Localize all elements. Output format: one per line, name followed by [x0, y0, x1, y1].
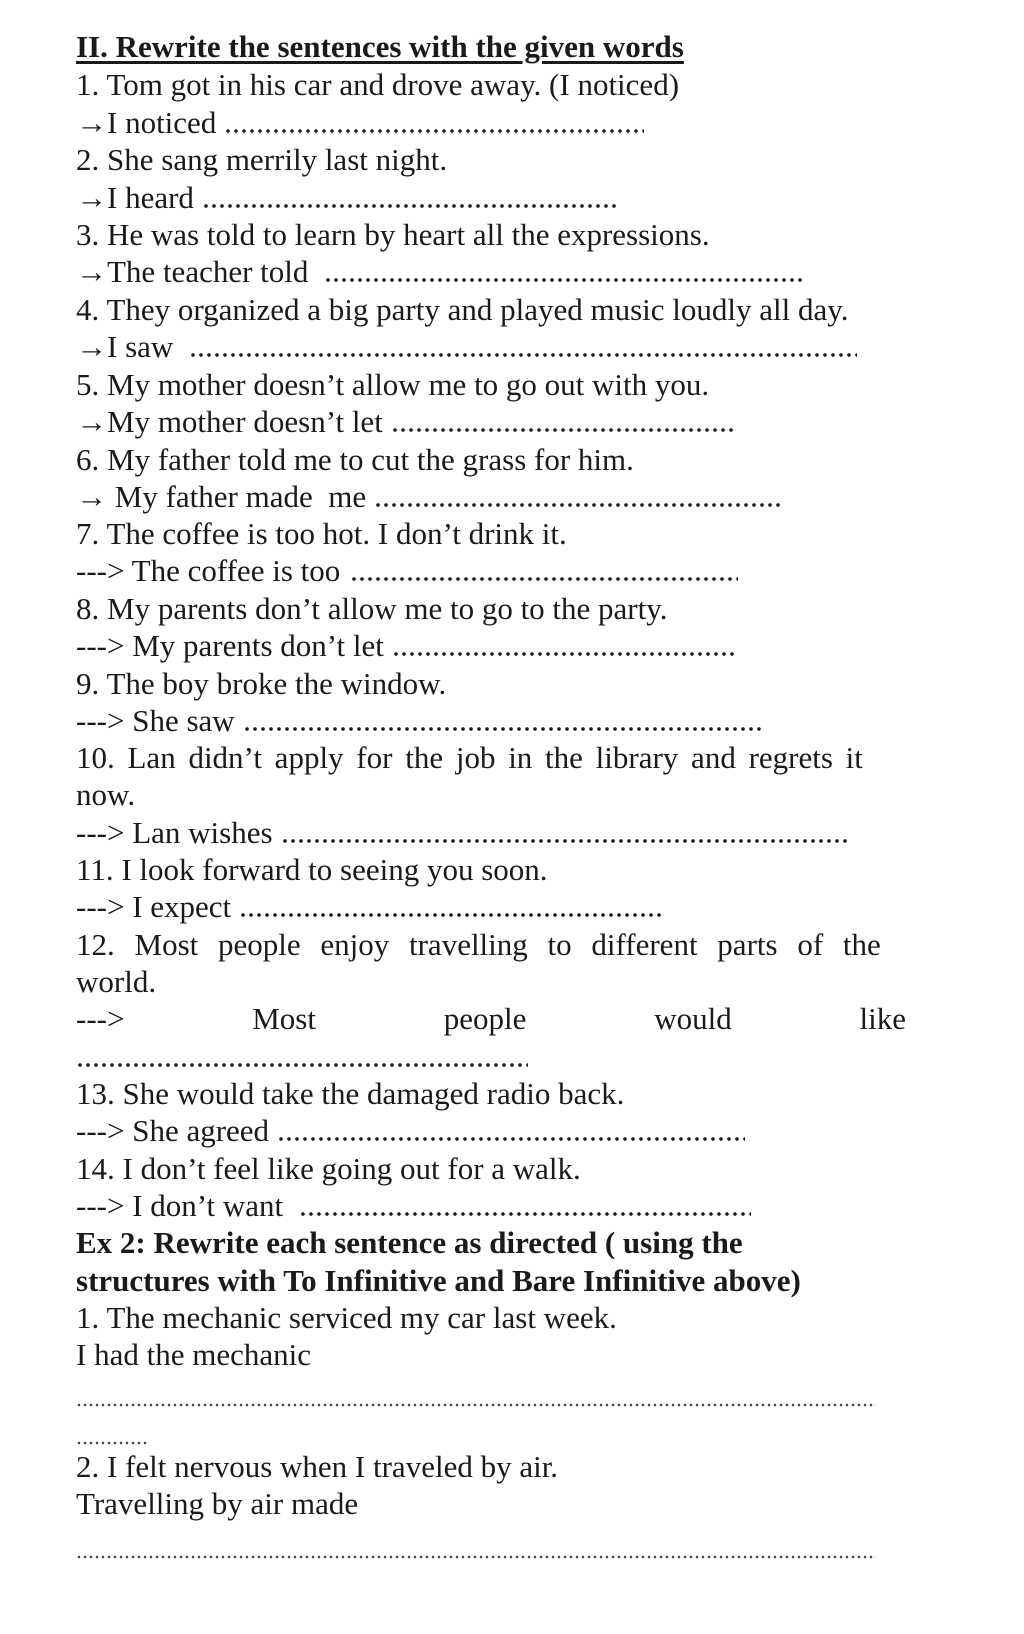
- question-13: 13. She would take the damaged radio back.: [76, 1076, 625, 1111]
- ex2-answer-1: I had the mechanic: [76, 1337, 311, 1372]
- answer-line-4: →I saw: [76, 328, 906, 366]
- answer-line-5: →My mother doesn’t let: [76, 403, 906, 441]
- ex2-question-2: 2. I felt nervous when I traveled by air.: [76, 1449, 559, 1484]
- question-4: 4. They organized a big party and played music loudly all day.: [76, 292, 849, 327]
- question-6: 6. My father told me to cut the grass for him.: [76, 442, 634, 477]
- answer-line-1: →I noticed: [76, 104, 906, 142]
- question-10: 10. Lan didn’t apply for the job in the library and regrets it: [76, 740, 863, 775]
- answer-line-3: →The teacher told: [76, 253, 906, 291]
- answer-line-12-dots: [76, 1038, 906, 1076]
- ex2-question-1: 1. The mechanic serviced my car last week.: [76, 1300, 617, 1335]
- answer-line-11: ---> I expect: [76, 888, 906, 926]
- ex2-heading-line-1: Ex 2: Rewrite each sentence as directed ( using the: [76, 1225, 743, 1260]
- answer-line-13: ---> She agreed: [76, 1112, 906, 1150]
- question-12-continued: world.: [76, 964, 157, 999]
- question-2: 2. She sang merrily last night.: [76, 142, 448, 177]
- question-5: 5. My mother doesn’t allow me to go out with you.: [76, 367, 710, 402]
- answer-line-7: ---> The coffee is too: [76, 552, 906, 590]
- question-11: 11. I look forward to seeing you soon.: [76, 852, 548, 887]
- answer-line-10: ---> Lan wishes: [76, 814, 906, 852]
- answer-line-6: → My father made me: [76, 478, 906, 516]
- question-8: 8. My parents don’t allow me to go to the party.: [76, 591, 668, 626]
- ex2-answer-2-dots: [76, 1530, 906, 1568]
- question-1: 1. Tom got in his car and drove away. (I noticed): [76, 67, 680, 102]
- question-7: 7. The coffee is too hot. I don’t drink it.: [76, 516, 567, 551]
- answer-line-9: ---> She saw: [76, 702, 906, 740]
- answer-line-2: →I heard: [76, 179, 906, 217]
- answer-line-14: ---> I don’t want: [76, 1187, 906, 1225]
- question-12: 12. Most people enjoy travelling to different parts of the: [76, 927, 881, 962]
- section-heading: II. Rewrite the sentences with the given words: [76, 29, 684, 64]
- ex2-heading-line-2: structures with To Infinitive and Bare Infinitive above): [76, 1263, 801, 1298]
- question-9: 9. The boy broke the window.: [76, 666, 447, 701]
- question-10-continued: now.: [76, 777, 136, 812]
- answer-line-8: ---> My parents don’t let: [76, 627, 906, 665]
- ex2-answer-1-dots: [76, 1378, 906, 1416]
- question-3: 3. He was told to learn by heart all the expressions.: [76, 217, 710, 252]
- question-14: 14. I don’t feel like going out for a walk.: [76, 1151, 581, 1186]
- ex2-answer-2: Travelling by air made: [76, 1486, 359, 1521]
- answer-line-12: ---> Most people would like: [76, 1001, 906, 1036]
